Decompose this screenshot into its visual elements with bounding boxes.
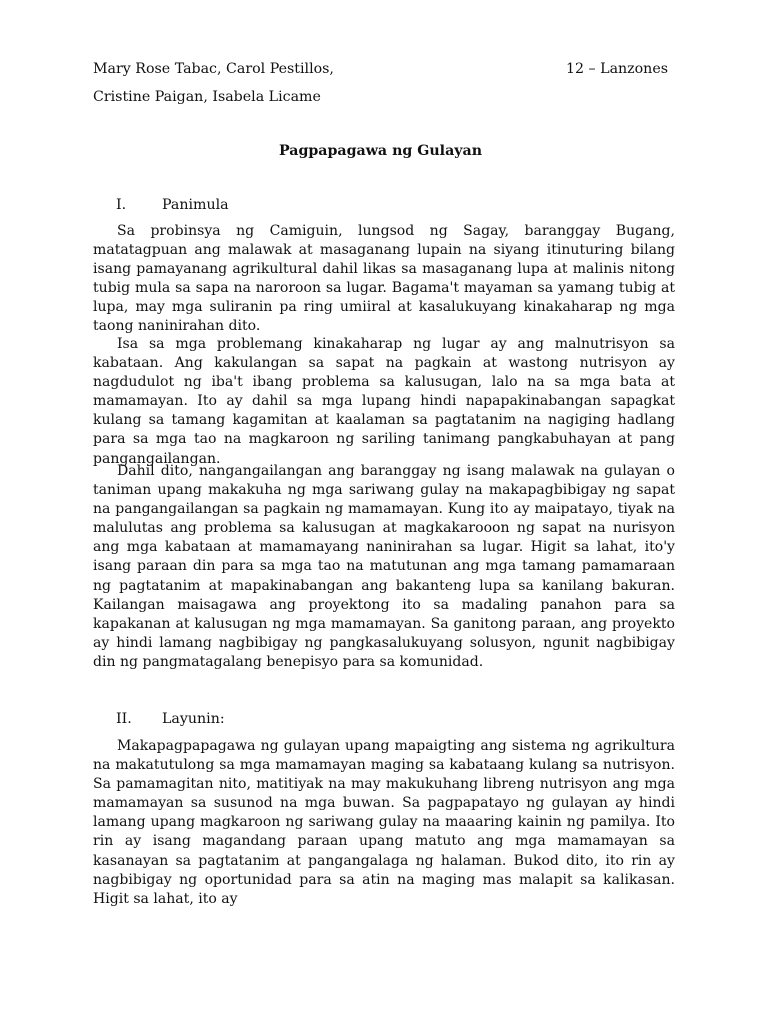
section-title: Layunin: — [162, 711, 225, 727]
authors-line-1: Mary Rose Tabac, Carol Pestillos, — [93, 61, 334, 77]
section-heading-layunin — [116, 710, 225, 728]
paragraph: Makapagpapagawa ng gulayan upang mapaigting ang sistema ng agrikultura na makatutulong sa mga mamamayan maging sa kabataang kulang sa nutrisyon. Sa pamamagitan nito, matitiyak na may makukuhang libreng nutrisyon ang mga mamamayan sa susunod na mga buwan. Sa pagpapatayo ng gulayan ay hindi lamang upang magkaroon ng sariwang gulay na maaaring kainin ng pamilya. Ito rin ay isang magandang paraan upang matuto ang mga mamamayan sa kasanayan sa pagtatanim at pangangalaga ng halaman. Bukod dito, ito rin ay nagbibigay ng oportunidad para sa atin na maging mas malapit sa kalikasan. Higit sa lahat, ito ay — [93, 738, 675, 907]
section-title: Panimula — [162, 197, 229, 213]
section-heading-panimula — [116, 196, 229, 214]
paragraph: Sa probinsya ng Camiguin, lungsod ng Sagay, baranggay Bugang, matatagpuan ang malawak at masaganang lupain na siyang itinuturing bilang isang pamayanang agrikultural dahil likas sa masaganang lupa at malinis nitong tubig mula sa sapa na naroroon sa lugar. Bagama't mayaman sa yamang tubig at lupa, may mga suliranin pa ring umiiral at kasalukuyang kinakaharap ng mga taong naninirahan dito. — [93, 223, 675, 335]
header-row-1 — [93, 60, 668, 78]
section-number: I. — [116, 197, 127, 213]
header-row-2 — [93, 88, 668, 106]
section-number: II. — [116, 711, 132, 727]
document-title: Pagpapagawa ng Gulayan — [278, 143, 483, 159]
paragraph: Isa sa mga problemang kinakaharap ng lugar ay ang malnutrisyon sa kabataan. Ang kakulangan sa sapat na pagkain at wastong nutrisyon ay nagdudulot ng iba't ibang problema sa kalusugan, lalo na sa mga bata at mamamayan. Ito ay dahil sa mga lupang hindi napapakinabangan sapagkat kulang sa tamang kagamitan at kaalaman sa pagtatanim na nagiging hadlang para sa mga tao na magkaroon ng sariling tanimang pangkabuhayan at pang pangangailangan. — [93, 336, 675, 467]
paragraph: Dahil dito, nangangailangan ang baranggay ng isang malawak na gulayan o taniman upang makakuha ng mga sariwang gulay na makapagbibigay ng sapat na pangangailangan sa pagkain ng mamamayan. Kung ito ay maipatayo, tiyak na malulutas ang problema sa kalusugan at magkakarooon ng sapat na nurisyon ang mga kabataan at mamamayang naninirahan sa lugar. Higit sa lahat, ito'y isang paraan din para sa mga tao na matutunan ang mga tamang pamamaraan ng pagtatanim at mapakinabangan ang bakanteng lupa sa kanilang bakuran. Kailangan maisagawa ang proyektong ito sa madaling panahon para sa kapakanan at kalusugan ng mga mamamayan. Sa ganitong paraan, ang proyekto ay hindi lamang nagbibigay ng pangkasalukuyang solusyon, ngunit nagbibigay din ng pangmatagalang benepisyo para sa komunidad. — [93, 463, 675, 670]
grade-section: 12 – Lanzones — [565, 61, 668, 77]
authors-line-2: Cristine Paigan, Isabela Licame — [93, 89, 321, 105]
